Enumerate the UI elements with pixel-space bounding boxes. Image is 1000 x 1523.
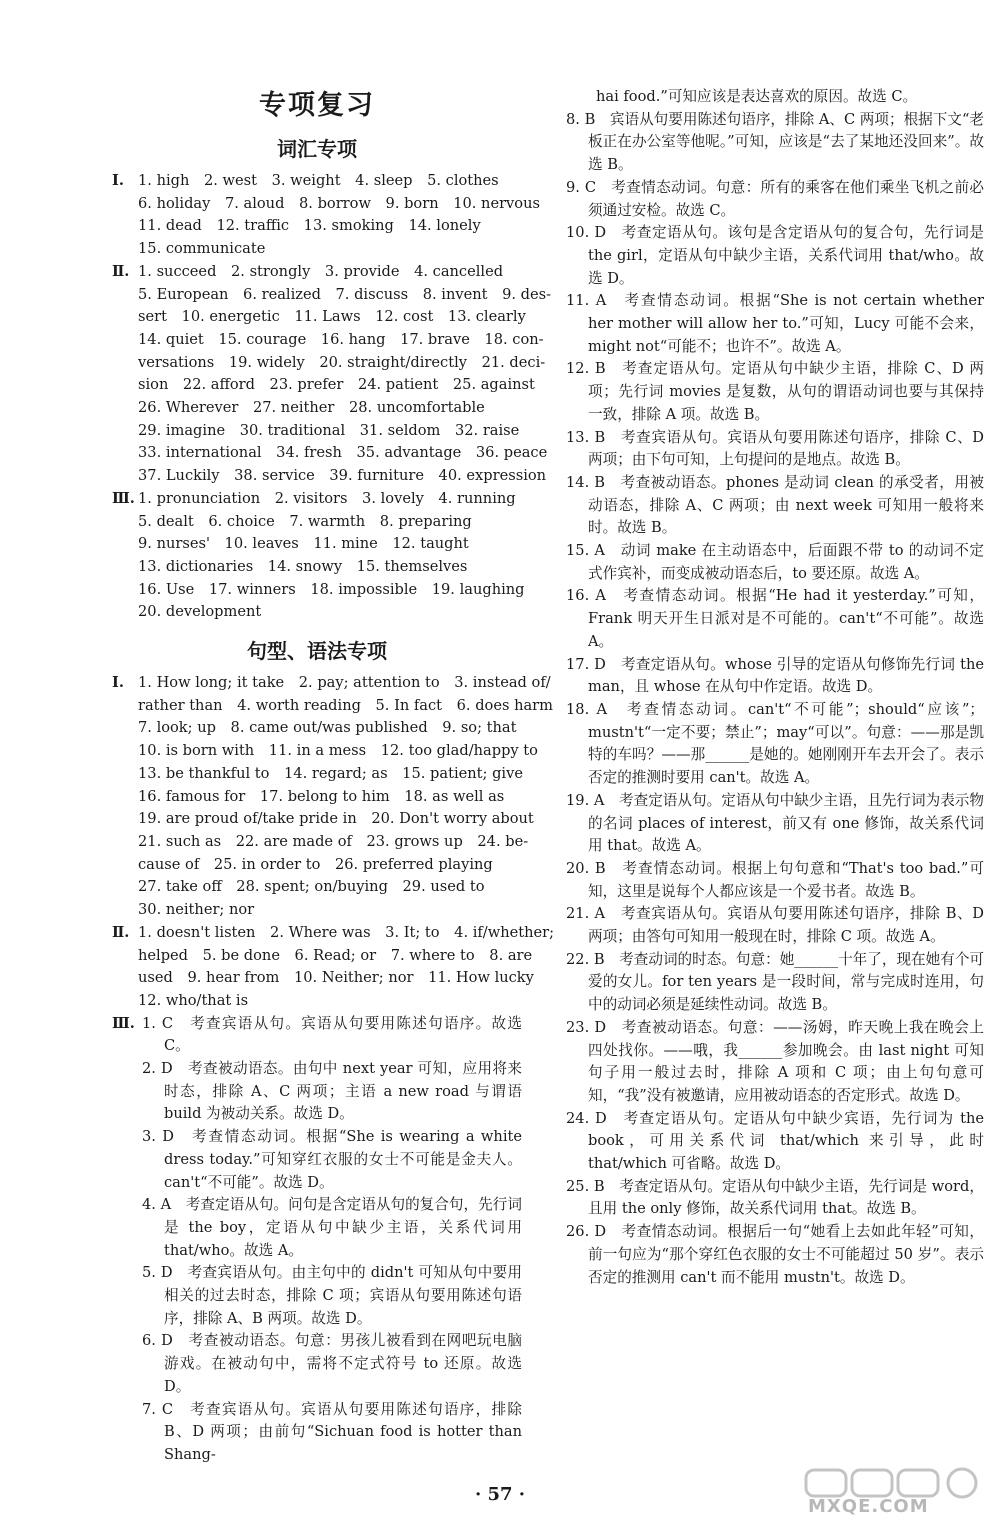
explanation-item: 3. D 考查情态动词。根据“She is wearing a white dress today.”可知穿红衣服的女士不可能是金夫人。can't“不可能”。故选 D。	[142, 1128, 522, 1191]
answer-line: 1. doesn't listen 2. Where was 3. It; to 4. if/whether;	[138, 923, 555, 941]
grammar-part-1	[112, 672, 553, 922]
explanation-item: 13. B 考查宾语从句。宾语从句要用陈述句语序，排除 C、D 两项；由下句可知，上句提问的是地点。故选 B。	[566, 428, 984, 469]
answer-line: 30. neither; nor	[138, 901, 255, 919]
explanation-item: 26. D 考查情态动词。根据后一句“她看上去如此年轻”可知，前一句应为“那个穿红色衣服的女士不可能超过 50 岁”。表示否定的推测用 can't 而不能用 mustn't。故选 D。	[566, 1223, 984, 1286]
roman-numeral: Ⅱ.	[112, 262, 130, 280]
grammar-part-3	[112, 1013, 522, 1467]
explanation-item: 7. C 考查宾语从句。宾语从句要用陈述句语序，排除 B、D 两项；由前句“Sichuan food is hotter than Shang-	[142, 1400, 522, 1463]
page-title: 专项复习	[259, 90, 375, 121]
answer-line: 9. nurses' 10. leaves 11. mine 12. taught	[138, 535, 469, 553]
roman-numeral: Ⅰ.	[112, 172, 124, 189]
answer-line: 26. Wherever 27. neither 28. uncomfortable	[138, 399, 485, 417]
vocab-part-3	[112, 488, 525, 624]
explanation-item: 9. C 考查情态动词。句意：所有的乘客在他们乘坐飞机之前必须通过安检。故选 C。	[566, 178, 984, 219]
explanation-item: 21. A 考查宾语从句。宾语从句要用陈述句语序，排除 B、D 两项；由答句可知用一般现在时，排除 C 项。故选 A。	[566, 905, 984, 946]
answer-line: 7. look; up 8. came out/was published 9. so; that	[138, 719, 517, 737]
answer-line: helped 5. be done 6. Read; or 7. where to 8. are	[138, 946, 533, 964]
answer-line: cause of 25. in order to 26. preferred playing	[138, 855, 493, 873]
left-column	[112, 0, 555, 1467]
answer-line: 14. quiet 15. courage 16. hang 17. brave 18. con-	[138, 330, 544, 348]
explanation-item: 19. A 考查定语从句。定语从句中缺少主语，且先行词为表示物的名词 places of interest，前又有 one 修饰，故关系代词用 that。故选 A。	[566, 791, 984, 855]
explanation-item: 14. B 考查被动语态。phones 是动词 clean 的承受者，用被动语态，排除 A、C 两项；由 next week 可知用一般将来时。故选 B。	[566, 473, 984, 537]
answer-line: 13. be thankful to 14. regard; as 15. patient; give	[138, 764, 523, 782]
answer-line: 33. international 34. fresh 35. advantage 36. peace	[138, 444, 548, 462]
answer-line: 5. dealt 6. choice 7. warmth 8. preparing	[138, 512, 472, 530]
answer-line: 13. dictionaries 14. snowy 15. themselves	[138, 557, 468, 575]
roman-numeral: Ⅰ.	[112, 674, 124, 692]
explanation-item: 4. A 考查定语从句。问句是含定语从句的复合句，先行词是 the boy，定语从句中缺少主语，关系代词用 that/who。故选 A。	[142, 1196, 522, 1259]
grammar-part-2	[112, 922, 555, 1013]
answer-line: 19. are proud of/take pride in 20. Don't worry about	[138, 810, 534, 828]
explanation-item: 12. B 考查定语从句。定语从句中缺少主语，排除 C、D 两项；先行词 movies 是复数，从句的谓语动词也要与其保持一致，排除 A 项。故选 B。	[566, 360, 984, 423]
roman-numeral: Ⅲ.	[112, 1014, 135, 1032]
explanation-item: 5. D 考查宾语从句。由主句中的 didn't 可知从句中要用相关的过去时态，排除 C 项；宾语从句要用陈述句语序，排除 A、B 两项。故选 D。	[142, 1264, 522, 1327]
answer-line: 5. European 6. realized 7. discuss 8. invent 9. des-	[138, 285, 552, 303]
explanation-item: 24. D 考查定语从句。定语从句中缺少宾语，先行词为 the book，可用关系代词 that/which 来引导，此时 that/which 可省略。故选 D。	[566, 1109, 984, 1173]
explanation-item: 1. C 考查宾语从句。宾语从句要用陈述句语序。故选 C。	[142, 1014, 522, 1055]
explanation-item: 17. D 考查定语从句。whose 引导的定语从句修饰先行词 the man，且 whose 在从句中作定语。故选 D。	[566, 655, 984, 696]
answer-line: 27. take off 28. spent; on/buying 29. used to	[138, 878, 485, 896]
answer-line: 12. who/that is	[138, 991, 249, 1009]
continued-text: hai food.”可知应该是表达喜欢的原因。故选 C。	[596, 88, 918, 105]
answer-line: 11. dead 12. traffic 13. smoking 14. lonely	[138, 217, 481, 235]
explanation-item: 6. D 考查被动语态。句意：男孩儿被看到在网吧玩电脑游戏。在被动句中，需将不定式符号 to 还原。故选 D。	[142, 1332, 522, 1395]
explanation-item: 2. D 考查被动语态。由句中 next year 可知，应用将来时态，排除 A、C 两项；主语 a new road 与谓语 build 为被动关系。故选 D。	[142, 1060, 522, 1123]
explanation-item: 18. A 考查情态动词。can't“不可能”；should“应该”；mustn't“一定不要；禁止”；may“可以”。句意：——那是凯特的车吗？——那______是她的。她刚刚开车去开会了。表示否定的推测时要用 can't。故选 A。	[566, 700, 984, 787]
answer-line: 15. communicate	[138, 240, 266, 258]
vocab-part-2	[112, 261, 552, 488]
vocab-section-title: 词汇专项	[277, 137, 357, 161]
answer-line: sert 10. energetic 11. Laws 12. cost 13. clearly	[138, 308, 526, 326]
answer-line: 1. succeed 2. strongly 3. provide 4. cancelled	[138, 262, 504, 280]
answer-line: 1. pronunciation 2. visitors 3. lovely 4. running	[138, 489, 516, 507]
answer-line: versations 19. widely 20. straight/directly 21. deci-	[138, 353, 546, 371]
roman-numeral: Ⅱ.	[112, 923, 130, 941]
answer-line: 1. How long; it take 2. pay; attention to 3. instead of/	[138, 674, 551, 692]
answer-line: 16. Use 17. winners 18. impossible 19. laughing	[138, 580, 525, 598]
answer-line: 1. high 2. west 3. weight 4. sleep 5. clothes	[138, 172, 499, 189]
vocab-part-1	[112, 170, 540, 261]
explanation-item: 10. D 考查定语从句。该句是含定语从句的复合句，先行词是 the girl，定语从句中缺少主语，关系代词用 that/who。故选 D。	[566, 224, 984, 287]
answer-line: 10. is born with 11. in a mess 12. too glad/happy to	[138, 742, 538, 760]
answer-line: 29. imagine 30. traditional 31. seldom 32. raise	[138, 421, 520, 439]
explanation-item: 22. B 考查动词的时态。句意：她______十年了，现在她有个可爱的女儿。for ten years 是一段时间，常与完成时连用，句中的动词必须是延续性动词。故选 B。	[566, 950, 985, 1014]
explanation-item: 20. B 考查情态动词。根据上句句意和“That's too bad.”可知，这里是说每个人都应该是一个爱书者。故选 B。	[566, 859, 984, 900]
explanation-item: 11. A 考查情态动词。根据“She is not certain whether her mother will allow her to.”可知，Lucy 可能不会来，might not“可能不；也许不”。故选 A。	[566, 292, 984, 355]
answer-line: 20. development	[138, 603, 262, 621]
roman-numeral: Ⅲ.	[112, 489, 135, 507]
watermark-text: MXQE.COM	[808, 1496, 929, 1517]
right-column	[566, 86, 984, 1289]
explanation-item: 25. B 考查定语从句。定语从句中缺少主语，先行词是 word，且用 the only 修饰，故关系代词用 that。故选 B。	[566, 1177, 984, 1218]
grammar-section-title: 句型、语法专项	[247, 639, 387, 664]
answer-line: 37. Luckily 38. service 39. furniture 40. expression	[138, 467, 547, 485]
explanation-item: 15. A 动词 make 在主动语态中，后面跟不带 to 的动词不定式作宾补，而变成被动语态后，to 要还原。故选 A。	[566, 542, 984, 582]
answer-line: 6. holiday 7. aloud 8. borrow 9. born 10. nervous	[138, 194, 540, 212]
answer-line: rather than 4. worth reading 5. In fact 6. does harm	[138, 696, 553, 714]
explanation-item: 8. B 宾语从句要用陈述句语序，排除 A、C 两项；根据下文“老板正在办公室等他呢。”可知，应该是“去了某地还没回来”。故选 B。	[566, 110, 984, 174]
answer-line: 21. such as 22. are made of 23. grows up 24. be-	[138, 832, 529, 850]
explanation-item: 16. A 考查情态动词。根据“He had it yesterday.”可知，Frank 明天开生日派对是不可能的。can't“不可能”。故选 A。	[566, 587, 984, 650]
answer-line: used 9. hear from 10. Neither; nor 11. How lucky	[138, 969, 534, 987]
answer-line: sion 22. afford 23. prefer 24. patient 25. against	[138, 376, 535, 394]
answer-line: 16. famous for 17. belong to him 18. as well as	[138, 787, 505, 805]
explanation-item: 23. D 考查被动语态。句意：——汤姆，昨天晚上我在晚会上四处找你。——哦，我______参加晚会。由 last night 可知句子用一般过去时，排除 A 项和 C 项；由上句句意可知，“我”没有被邀请，应用被动语态的否定形式。故选 D。	[566, 1018, 984, 1104]
page-number: · 57 ·	[474, 1484, 526, 1505]
